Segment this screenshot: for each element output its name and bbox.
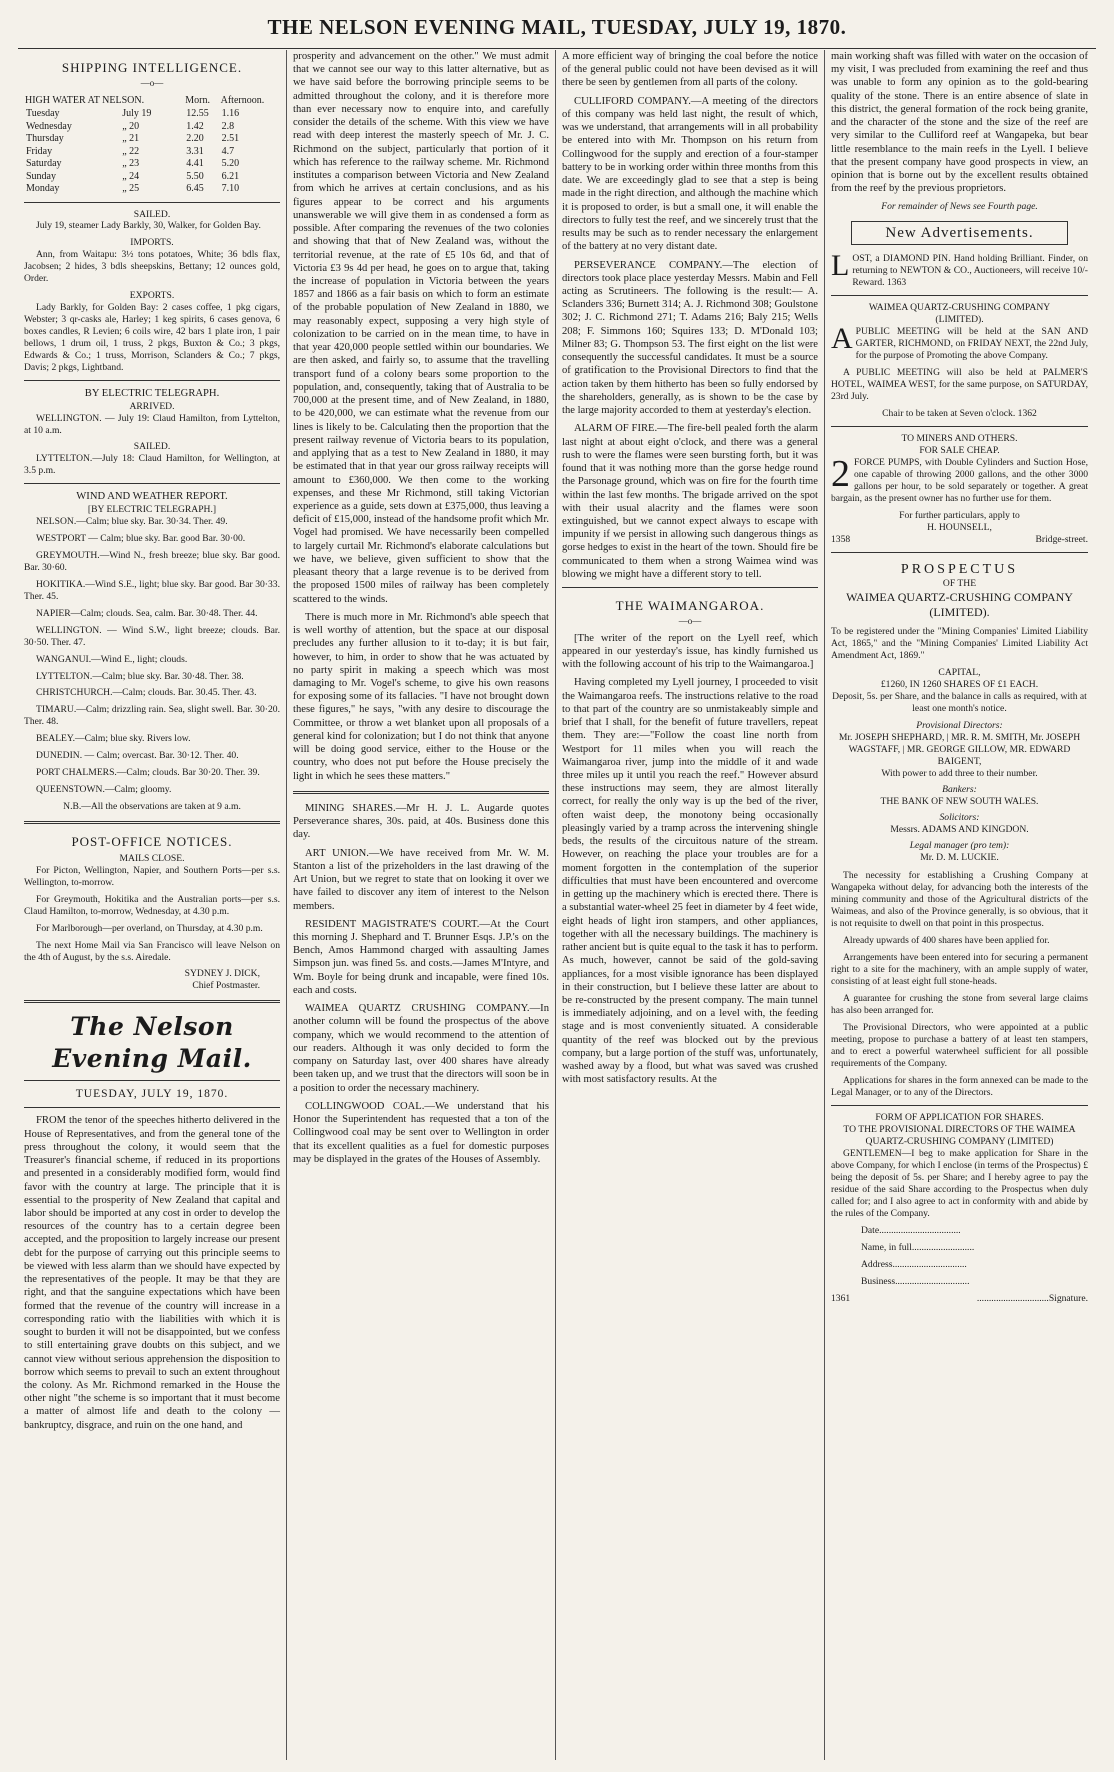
news-magistrates-court: RESIDENT MAGISTRATE'S COURT.—At the Court this morning J. Shephard and T. Brunner Esqs. J.P.'s on the Bench, Amos Hammond charged with assaulting James Simpson jun. was fined 5s. and costs.—James M'Intyre, and Wm. Boyle for being drunk and incapable, were fined 10s. each and costs. [293, 918, 549, 996]
tide-cell: Thursday [26, 133, 64, 144]
chair-line: Chair to be taken at Seven o'clock. 1362 [882, 408, 1037, 420]
tide-header: HIGH WATER AT NELSON. [25, 94, 145, 106]
capital-value: £1260, IN 1260 SHARES OF £1 EACH. [880, 679, 1039, 691]
form-body: GENTLEMEN—I beg to make application for Share in the above Company, for which I enclose (in terms of the Prospectus) £ being the deposit of 5s. per Share; and I hereby agree to pay the residue of the said Share according to the Prospectus when duly called for; and I also agree to act in conformity with and abide by the rules of the Company. [831, 1147, 1088, 1219]
solicitors-title: Solicitors: [939, 812, 980, 824]
page-columns [18, 50, 1096, 1760]
news-mining-shares: MINING SHARES.—Mr H. J. L. Augarde quotes Perseverance shares, 30s. paid, at 40s. Business done this day. [293, 802, 549, 841]
news-culliford: CULLIFORD COMPANY.—A meeting of the directors of this company was held last night, the result of which, was we understand, that arrangements will in all probability be entered into with Mr. Thompson on his return from Collingwood for the supply and erection of a four-stamper battery to be in working order within three months from this date. We are exceedingly glad to see that a step is being made in the right direction, and although the machine which it is proposed to order, is but a small one, it will enable the directors to fully test the reef, and we sincerely trust that the results may be such as to render necessary the enlargement of the battery at no very distant date. [562, 95, 818, 253]
power-text: With power to add three to their number. [881, 768, 1038, 780]
tide-table [24, 94, 280, 196]
imports-text: Ann, from Waitapu: 3½ tons potatoes, White; 36 bdls flax, Jacobsen; 2 hides, 3 bdls sheepskins, Bettany; 12 ounces gold, Order. [24, 249, 280, 285]
waimea-company-title: WAIMEA QUARTZ-CRUSHING COMPANY [868, 302, 1051, 314]
editorial-lead: FROM the tenor of the speeches hitherto delivered in the House of Representatives, and from the general tone of the press throughout the colony, it would seem that the Treasurer's financial scheme, if reduced in its proportions and presented in a considerably modified form, would find favor with the country at large. The principle that it is essential to the prosperity of New Zealand that capital and labor should be imported at any cost in order to develop the resources of the country has to a certain degree been accepted, and the proposition to largely increase our present debt for the purpose of carrying out this principle seems to be viewed with less alarm than we should have expected by the representatives of the people. It may be that they are right, and that the sanguine expectations which have been formed that the revenue of the country will increase in a corresponding ratio with the liabilities with which it is sought to burden it will not be disappointed, but we confess to still entertaining grave doubts on this subject, and we cannot view without serious apprehension the disposition to borrow which seems to prevail to such an extent throughout the colony. As Mr. Richmond remarked in the House the other night "the scheme is so important that it must become a matter of almost life and death to the colony — bankruptcy, disgrace, and ruin on the one hand, and [24, 1115, 280, 1431]
company-name: WAIMEA QUARTZ-CRUSHING COMPANY (LIMITED). [846, 590, 1073, 620]
newspaper-flag: The Nelson Evening Mail. [52, 1012, 252, 1073]
weather-title: WIND AND WEATHER REPORT. [76, 491, 228, 503]
tide-cell: „ 24 [122, 170, 140, 182]
weather-item: WELLINGTON. — Wind S.W., light breeze; clouds. Bar. 30·50. Ther. 47. [24, 624, 280, 648]
mail-item: The next Home Mail via San Francisco will leave Nelson on the 4th of August, by the s.s. Airedale. [24, 939, 280, 963]
tide-cell: 4.7 [221, 145, 235, 157]
solicitors: Messrs. ADAMS AND KINGDON. [890, 824, 1029, 836]
meeting-2: A PUBLIC MEETING will also be held at PALMER'S HOTEL, WAIMEA WEST, for the same purpose, on SATURDAY, 23rd July. [831, 367, 1088, 403]
mail-item: For Greymouth, Hokitika and the Australian ports—per s.s. Claud Hamilton, to-morrow, Wednesday, at 4.30 p.m. [24, 893, 280, 917]
prospectus-title: PROSPECTUS [900, 561, 1019, 577]
meeting-1: APUBLIC MEETING will be held at the SAN AND GARTER, RICHMOND, on FRIDAY NEXT, the 22nd July, for the purpose of Promoting the above Company. [831, 322, 1088, 362]
sailed2-text: LYTTELTON.—July 18: Claud Hamilton, for Wellington, at 3.5 p.m. [24, 453, 280, 477]
weather-item: NELSON.—Calm; blue sky. Bar. 30·34. Ther. 49. [36, 515, 228, 527]
tide-cell: „ 20 [122, 120, 140, 132]
tide-cell: Tuesday [26, 108, 60, 119]
tide-cell: Sunday [26, 170, 56, 182]
manager: Mr. D. M. LUCKIE. [920, 852, 999, 864]
telegraph-title: BY ELECTRIC TELEGRAPH. [84, 388, 220, 400]
capital-title: CAPITAL, [938, 667, 981, 679]
postmaster-title: Chief Postmaster. [192, 980, 260, 992]
prospectus-paragraph: Arrangements have been entered into for securing a permanent right to a site for the machinery, with an ample supply of water, consisting of at least eight full stone-heads. [831, 952, 1088, 988]
weather-item: GREYMOUTH.—Wind N., fresh breeze; blue sky. Bar good. Bar. 30·60. [24, 549, 280, 573]
lost-ad: LOST, a DIAMOND PIN. Hand holding Brilliant. Finder, on returning to NEWTON & CO., Auctioneers, will receive 10/- Reward. 1363 [831, 249, 1088, 289]
hounsell-name: H. HOUNSELL, [927, 522, 992, 534]
registered-text: To be registered under the "Mining Companies' Limited Liability Act, 1865," and the "Mining Companies' Limited Liability Act Amendment Act, 1869." [831, 626, 1088, 662]
column-2 [287, 50, 556, 1760]
waimangaroa-cont: main working shaft was filled with water on the occasion of my visit, I was precluded from examining the reef and thus was unable to form any opinion as to the gold-bearing quality of the stone. There is an entire absence of slate in this district, the general formation of the rock being granite, and the character of the stone and the size of the reef are very similar to the Culliford reef at Wangapeka, but bear little resemblance to the main reefs in the Lyell. I believe that the present company have good prospects in view, an opinion that is borne out by the excellent results obtained from the reef by the previous proprietors. [831, 51, 1088, 195]
prospectus-paragraph: Applications for shares in the form annexed can be made to the Legal Manager, or to any of the Directors. [831, 1074, 1088, 1098]
sailed-text: July 19, steamer Lady Barkly, 30, Walker, for Golden Bay. [36, 220, 261, 232]
tide-cell: 4.41 [186, 158, 204, 169]
column-4 [825, 50, 1094, 1760]
tide-row [24, 121, 280, 134]
news-art-union: ART UNION.—We have received from Mr. W. M. Stanton a list of the prizeholders in the last drawing of the Art Union, but we regret to state that on looking it over we have failed to discover any item of interest to the Nelson members. [293, 847, 549, 912]
waimangaroa-body: Having completed my Lyell journey, I proceeded to visit the Waimangaroa reefs. The instructions relative to the road to that part of the country are so unmistakeably simple and brief that I shall, for the benefit of future travellers, repeat them. They are:—"Follow the coast line north from Westport for 11 miles when you will reach the Waimangaroa river, jump into the middle of it and wade three miles up it until you reach the reef." However absurd these instructions may seem, they are almost literally correct, for really the only way is up the bed of the river, often waist deep, the monotony being occasionally pleasingly varied by a tramp across the intervening shingle beds, the results of the circuitous nature of the stream. However, on reaching the place your troubles are for a moment forgotten in the contemplation of the superior difficulties that must have been encountered and overcome in getting up the machinery which is erected there. There is a substantial water-wheel 25 feet in diameter by 4 feet wide, eight heads of light iron stampers, and other appliances, together with all the necessary buildings. The machinery is rather ancient but is quite equal to the task it has to perform. As much, however, cannot be said of the gold-saving appliances, for a most visible ignorance has been displayed in their construction, but I believe these latter are about to be re-constructed by the present company. The main tunnel is immediately adjoining, and on a level with, the feeding stage and is most conveniently situated. A considerable quantity of the reef was blocked out by the previous company, but a large portion of the stuff was, unfortunately, washed away by a flood, but what was saved was crushed with most satisfactory results. At the [562, 677, 818, 1086]
tide-cell: Wednesday [26, 120, 72, 132]
weather-item: WANGANUI.—Wind E., light; clouds. [36, 653, 188, 665]
arrived-text: WELLINGTON. — July 19: Claud Hamilton, from Lyttelton, at 10 a.m. [24, 412, 280, 436]
weather-item: BEALEY.—Calm; blue sky. Rivers low. [36, 733, 191, 745]
prospectus-paragraph: The Provisional Directors, who were appointed at a public meeting, propose to purchase a battery of at least ten stampers, and to erect a powerful waterwheel sufficient for all possible requirements of the Company. [831, 1022, 1088, 1069]
miners-title: TO MINERS AND OTHERS. [901, 433, 1018, 445]
tide-col-aft: Afternoon. [220, 94, 265, 106]
news-alarm-fire: ALARM OF FIRE.—The fire-bell pealed forth the alarm last night at about eight o'clock, and there was a general rush to were the flames were seen bursting forth, but it was found that it was nothing more than the gorse hedge round the Parsonage ground, which was on fire for the fourth time within the last few months. The brigade arrived on the spot with their usual alacrity and the flames were soon extinguished, but we cannot expect always to escape with impunity if we persist in allowing such dangerous things as gorse hedges to exist in the heart of the town. Should fire be communicated to them when a strong Waimea wind was blowing we might have a different story to tell. [562, 423, 818, 580]
weather-item: LYTTELTON.—Calm; blue sky. Bar. 30·48. Ther. 38. [36, 670, 244, 682]
bankers-title: Bankers: [942, 784, 977, 796]
tide-cell: „ 23 [122, 158, 140, 169]
sailed2-label: SAILED. [133, 441, 171, 453]
tide-cell: 5.50 [186, 170, 204, 182]
exports-text: Lady Barkly, for Golden Bay: 2 cases coffee, 1 pkg cigars, Webster; 3 qr-casks ale, Harley; 1 keg spirits, 6 cases genova, 6 boxes candles, R Levien; 6 coils wire, 42 bars 1 plate iron, 1 pair bellows, 1 drum oil, 1 truss, 2 pkgs, Buxton & Co.; 3 pkgs, Edwards & Co.; 1 truss, Morrison, Sclanders & Co.; 7 pkgs, Davis; 2 pkgs, Lightband. [24, 302, 280, 374]
tide-cell: 5.20 [221, 158, 240, 169]
mails-label: MAILS CLOSE. [119, 852, 185, 864]
weather-item: PORT CHALMERS.—Calm; clouds. Bar 30·20. Ther. 39. [36, 767, 260, 779]
tide-cell: Monday [26, 183, 60, 194]
sailed-label: SAILED. [133, 208, 171, 220]
tide-cell: 2.20 [186, 133, 204, 144]
waimangaroa-title: THE WAIMANGAROA. [615, 598, 765, 614]
directors: Mr. JOSEPH SHEPHARD, | MR. R. M. SMITH, Mr. JOSEPH WAGSTAFF, | MR. GEORGE GILLOW, MR. EDWARD BAIGENT, [838, 732, 1081, 768]
tide-cell: Saturday [26, 158, 62, 169]
pumps-ad: 2 FORCE PUMPS, with Double Cylinders and Suction Hose, one capable of throwing 2000 gallons, and the other 3000 gallons per hour, to be sold separately or together. A great bargain, as the present owner has no further use for them. [831, 453, 1088, 505]
postmaster-name: SYDNEY J. DICK, [184, 968, 260, 980]
waimangaroa-ornament: —o— [678, 616, 702, 627]
sale-title: FOR SALE CHEAP. [919, 445, 1000, 457]
weather-item: NAPIER—Calm; clouds. Sea, calm. Bar. 30·48. Ther. 44. [36, 607, 258, 619]
weather-sub: [BY ELECTRIC TELEGRAPH.] [87, 503, 217, 515]
tide-cell: „ 25 [122, 183, 140, 194]
tide-col-morn: Morn. [185, 94, 210, 106]
prospectus-body [831, 870, 1088, 1099]
news-waimea-quartz: WAIMEA QUARTZ CRUSHING COMPANY.—In another column will be found the prospectus of the above company, which we would recommend to the attention of our readers. Although it was only decided to form the company on Saturday last, over 400 shares have already been taken up, and we trust that the directors will soon be in a position to order the necessary machinery. [293, 1003, 549, 1094]
signature-line: 1361 ..............................Signature. [831, 1292, 1088, 1304]
arrived-label: ARRIVED. [129, 400, 175, 412]
tide-row [24, 158, 280, 171]
weather-item: DUNEDIN. — Calm; overcast. Bar. 30·12. Ther. 40. [36, 750, 239, 762]
news-reminder: For remainder of News see Fourth page. [881, 200, 1038, 212]
weather-note: N.B.—All the observations are taken at 9 a.m. [63, 801, 241, 813]
editorial-cont-2: There is much more in Mr. Richmond's able speech that is well worthy of attention, but the space at our disposal precludes any further allusion to it to-day; it is but fair, however, to him, in order to show that he was actuated by no party spirit in making a speech which was most damaging to Mr. Vogel's scheme, to give his own reasons for exposing some of its fallacies. "I have not brought down these figures," he says, "with any desire to discourage the Committee, or throw a wet blanket upon all proposals of a general kind for colonization; but I do not think that anyone will be doing good service, either to the House or the country, who does not put before the House precisely the light in which he sees these matters." [293, 611, 549, 782]
ornament: —o— [140, 78, 164, 89]
tide-cell: „ 22 [122, 145, 140, 157]
weather-item: CHRISTCHURCH.—Calm; clouds. Bar. 30.45. Ther. 43. [36, 687, 257, 699]
tide-cell: 1.42 [186, 120, 204, 132]
editorial-cont-1: prosperity and advancement on the other." We must admit that we cannot see our way to this latter alternative, but as we have said before the borrowing principle seems to be admitted throughout the colony, and it is therefore more than ever necessary now to enquire into, and carefully consider the details of the scheme. With this view we have read with deep interest the masterly speech of Mr. J. C. Richmond on the subject, particularly that portion of it which has reference to the railway scheme. Mr. Richmond institutes a comparison between Victoria and New Zealand from which he arrives at certain conclusions, and as his figures appear to be correct and his arguments unanswerable we will give them in as condensed a form as possible. After comparing the revenues of the two colonies and showing that that of New Zealand was, without the territorial revenue, at the rate of £5 10s 6d, and that of Victoria £3 9s 4d per head, he goes on to argue that, taking the increase of population in Victoria between the years 1857 and 1866 as a fair basis on which to form an estimate of the probable population of New Zealand in 1880, we may reasonably expect, supposing a very high style of colonization to be carried on in the mean time, to have in that year 420,000 people settled within our boundaries. We are then asked, and fairly so, to assume that the travelling transport fund of a colony bears some proportion to the population, and, consequently, taking that of Australia to be 700,000 at the present time, and of New Zealand, in 1880, to be 420,000, we can estimate what the revenue from our lines is likely to be. Calculating then the proportion that the present railway revenue of Victoria bears to its population, and applying that as a test to New Zealand in 1880, it may be estimated that in that year our gross railway receipts will amount to £360,000. We then come to the working expenses, and these Mr Richmond, still taking Victorian experience as a guide, sets down at £375,000, thus leaving a deficit of £15,000, instead of the handsome profit which Mr. Vogel had promised. We have necessarily been compelled to largely curtail Mr. Richmond's elaborate calculations but we have, we believe, given sufficient to show that the pleasant theory that a large revenue is to be derived from the proposed 1500 miles of railway has been completely scattered to the winds. [293, 51, 549, 605]
tide-row [24, 133, 280, 146]
column-3 [556, 50, 825, 1760]
tide-row [24, 108, 280, 121]
news-coal-cont: A more efficient way of bringing the coal before the notice of the general public could not have been devised as it will there be seen by gentlemen from all parts of the colony. [562, 51, 818, 89]
tide-cell: July 19 [122, 108, 152, 119]
masthead: THE NELSON EVENING MAIL, TUESDAY, JULY 19, 1870. [18, 0, 1096, 49]
prospectus-paragraph: The necessity for establishing a Crushing Company at Wangapeka without delay, for advancing both the interests of the mining community and those of the Agricultural districts of the Waimeas, and also of the Province generally, is so obvious, that it is not requisite to dwell on that point in this prospectus. [831, 870, 1088, 930]
form-fields [831, 1225, 1088, 1288]
shipping-title: SHIPPING INTELLIGENCE. [61, 60, 243, 75]
form-title: FORM OF APPLICATION FOR SHARES. [875, 1111, 1044, 1123]
exports-label: EXPORTS. [129, 290, 175, 302]
prospectus-paragraph: Already upwards of 400 shares have been applied for. [843, 935, 1050, 947]
mail-item: For Marlborough—per overland, on Thursday, at 4.30 p.m. [36, 922, 263, 934]
news-perseverance: PERSEVERANCE COMPANY.—The election of directors took place place yesterday Messrs. Mabin and Fell acting as Scrutineers. The following is the result:— A. Sclanders 336; Burnett 314; A. J. Richmond 308; Goulstone 302; J. C. Richmond 271; T. Adams 216; Baly 215; Wells 208; F. Simmons 160; Squires 133; D. M'Donald 103; Milner 83; G. Thompson 53. The first eight on the list were consequently the successful candidates. It must be a source of gratification to the Provisional Directors to find that the action taken by them hitherto has been so fully endorsed by the shareholders, generally, as is shown to be the case by the large majority accorded to them at yesterday's election. [562, 259, 818, 417]
tide-cell: 6.45 [186, 183, 204, 194]
mails-list [24, 865, 280, 964]
tide-cell: 2.8 [221, 120, 235, 132]
weather-list [24, 516, 280, 797]
of-the: OF THE [942, 578, 977, 590]
tide-cell: 3.31 [186, 145, 204, 157]
post-office-title: POST-OFFICE NOTICES. [71, 834, 233, 850]
tide-cell: „ 21 [122, 133, 140, 144]
column-1 [18, 50, 287, 1760]
weather-item: WESTPORT — Calm; blue sky. Bar. good Bar. 30·00. [36, 532, 246, 544]
apply-line: For further particulars, apply to [899, 510, 1020, 522]
dateline: TUESDAY, JULY 19, 1870. [75, 1087, 229, 1100]
waimangaroa-intro: [The writer of the report on the Lyell reef, which appeared in our yesterday's issue, has kindly furnished us with the following account of his trip to the Waimangaroa.] [562, 632, 818, 671]
deposit-text: Deposit, 5s. per Share, and the balance in calls as required, with at least one month's notice. [832, 691, 1087, 715]
tide-row [24, 183, 280, 196]
tide-cell: Friday [26, 145, 53, 157]
form-field: Name, in full.......................... [861, 1241, 975, 1253]
prov-dir-title: Provisional Directors: [916, 720, 1003, 732]
hounsell-line: 1358 Bridge-street. [831, 534, 1088, 545]
weather-item: HOKITIKA.—Wind S.E., light; blue sky. Bar good. Bar 30·33. Ther. 45. [24, 578, 280, 602]
tide-cell: 1.16 [221, 108, 240, 119]
form-field: Address............................... [861, 1258, 967, 1270]
news-collingwood-coal: COLLINGWOOD COAL.—We understand that his Honor the Superintendent has requested that a ton of the Collingwood coal may be sent over to Wellington in order that its excellent qualities as a fuel for domestic purposes may be displayed in the grates of the Houses of Assembly. [293, 1100, 549, 1165]
tide-cell: 2.51 [221, 133, 240, 144]
mail-item: For Picton, Wellington, Napier, and Southern Ports—per s.s. Wellington, to-morrow. [24, 864, 280, 888]
lost-ad-num: 1363 [886, 277, 907, 289]
tide-row [24, 146, 280, 159]
form-to: TO THE PROVISIONAL DIRECTORS OF THE WAIMEA QUARTZ-CRUSHING COMPANY (LIMITED) [843, 1123, 1076, 1147]
prospectus-paragraph: A guarantee for crushing the stone from several large claims has also been arranged for. [831, 993, 1088, 1017]
tide-cell: 12.55 [186, 108, 209, 119]
new-ads-title: New Advertisements. [851, 221, 1068, 246]
tide-cell: 6.21 [221, 170, 240, 182]
form-field: Business............................... [861, 1275, 970, 1287]
form-field: Date.................................. [861, 1224, 961, 1236]
tide-cell: 7.10 [221, 183, 240, 194]
weather-item: QUEENSTOWN.—Calm; gloomy. [36, 784, 172, 796]
imports-label: IMPORTS. [130, 237, 174, 249]
waimea-company-ltd: (LIMITED). [935, 314, 984, 326]
manager-title: Legal manager (pro tem): [909, 840, 1010, 852]
tide-row [24, 171, 280, 184]
bankers: THE BANK OF NEW SOUTH WALES. [880, 796, 1039, 808]
weather-item: TIMARU.—Calm; drizzling rain. Sea, slight swell. Bar. 30·20. Ther. 48. [24, 704, 280, 728]
